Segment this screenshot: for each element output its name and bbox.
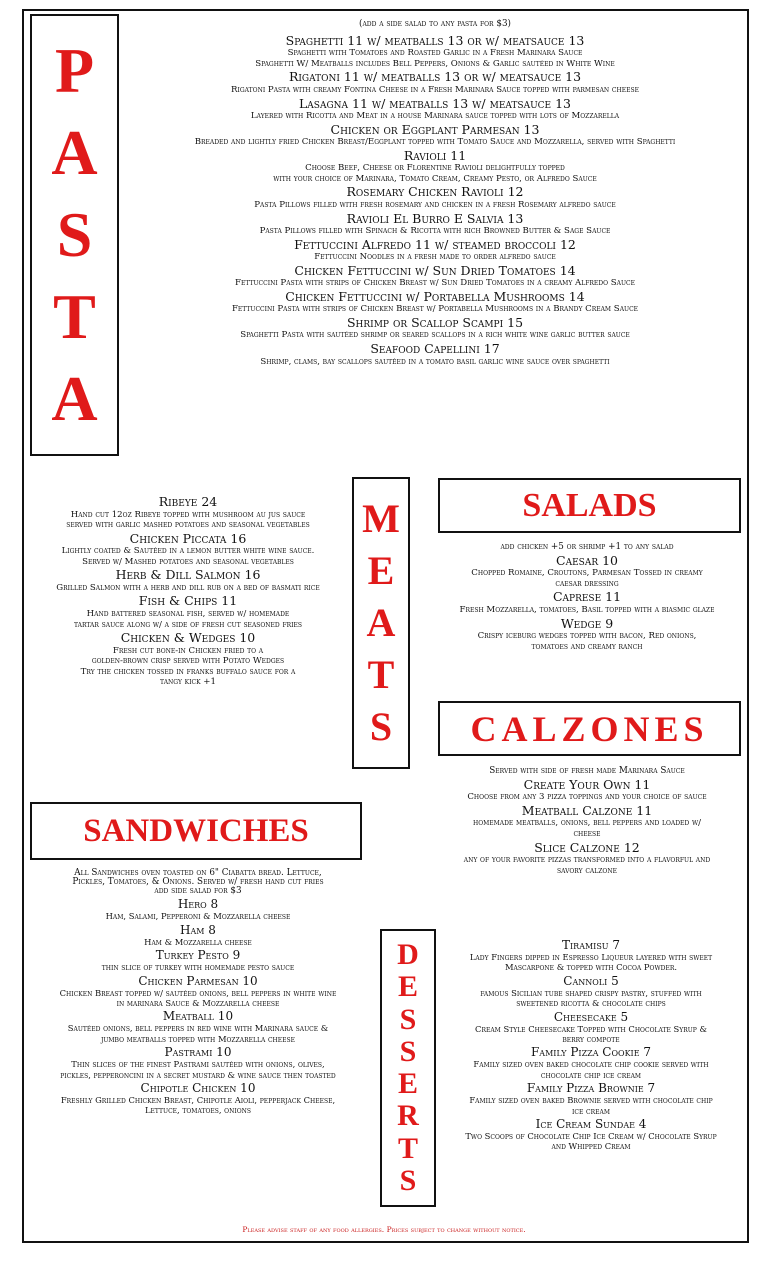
menu-item-description: any of your favorite pizzas transformed into a flavorful and xyxy=(463,855,711,866)
calzones-section xyxy=(428,767,746,875)
menu-item xyxy=(130,262,740,289)
menu-item-description: Choose from any 3 pizza toppings and your choice of sauce xyxy=(467,792,707,803)
calzones-title xyxy=(438,701,741,756)
menu-item-name: Lasagna 11 w/ meatballs 13 w/ meatsauce 13 xyxy=(298,95,571,111)
menu-item xyxy=(28,898,368,920)
menu-item-description: pickles, pepperoncini in a secret mustard & wine sauce then toasted xyxy=(60,1069,336,1080)
menu-item xyxy=(428,615,746,652)
menu-item xyxy=(32,595,344,629)
menu-item-name: Ham 8 xyxy=(180,922,216,937)
menu-item xyxy=(130,314,740,341)
menu-item-name: Ribeye 24 xyxy=(158,494,218,509)
menu-item xyxy=(32,496,344,530)
menu-item-description: Freshly Grilled Chicken Breast, Chipotle Aioli, pepperjack Cheese, xyxy=(60,1095,336,1106)
menu-item-description: Chicken Breast topped w/ sautéed onions, bell peppers in white wine xyxy=(59,987,337,998)
menu-item-description: Ham, Salami, Pepperoni & Mozzarella cheese xyxy=(105,911,291,922)
calzones-note: Served with side of fresh made Marinara Sauce xyxy=(489,766,685,776)
menu-item-description: tomatoes and creamy ranch xyxy=(531,641,643,652)
menu-item-description: Choose Beef, Cheese or Florentine Ravioli delightfully topped xyxy=(305,163,565,174)
menu-item-description: Spaghetti Pasta with sautéed shrimp or seared scallops in a rich white wine garlic butter sauce xyxy=(240,330,630,341)
menu-item-name: Chicken or Eggplant Parmesan 13 xyxy=(330,121,540,137)
salads-note: add chicken +5 or shrimp +1 to any salad xyxy=(500,542,674,552)
menu-item-description: Try the chicken tossed in franks buffalo sauce for a xyxy=(80,666,296,677)
menu-item-description: savory calzone xyxy=(557,865,617,876)
salads-title-text: SALADS xyxy=(522,486,657,524)
menu-item xyxy=(32,632,344,687)
menu-item xyxy=(28,1010,368,1043)
menu-item-name: Ravioli 11 xyxy=(403,147,467,163)
menu-item-description: Lightly coated & Sautéed in a lemon butter white wine sauce. xyxy=(61,546,315,557)
menu-item-name: Wedge 9 xyxy=(560,615,614,631)
menu-item xyxy=(130,288,740,315)
menu-item-description: ice cream xyxy=(572,1105,610,1116)
pasta-title-letter: A xyxy=(51,363,98,434)
menu-item-name: Spaghetti 11 w/ meatballs 13 or w/ meatsauce 13 xyxy=(285,32,585,48)
menu-item-description: Shrimp, clams, bay scallops sautéed in a tomato basil garlic wine sauce over spaghetti xyxy=(260,356,610,367)
menu-item-description: golden-brown crisp served with Potato Wedges xyxy=(91,656,285,667)
menu-item-description: Family sized oven baked Brownie served with chocolate chip xyxy=(469,1095,713,1106)
menu-item-name: Seafood Capellini 17 xyxy=(370,341,500,357)
menu-item-name: Hero 8 xyxy=(177,897,219,912)
menu-item-description: served with garlic mashed potatoes and seasonal vegetables xyxy=(66,520,310,531)
menu-item-description: Ham & Mozzarella cheese xyxy=(144,936,252,947)
menu-item-description: thin slice of turkey with homemade pesto sauce xyxy=(101,962,295,973)
menu-item-description: jumbo meatballs topped with Mozzarella cheese xyxy=(100,1033,296,1044)
pasta-title-letter: A xyxy=(51,117,98,188)
menu-item xyxy=(130,121,740,148)
menu-item-name: Chicken Parmesan 10 xyxy=(138,973,258,988)
menu-item xyxy=(130,343,740,366)
pasta-title-letter: T xyxy=(53,281,96,352)
menu-item-name: Family Pizza Cookie 7 xyxy=(530,1045,652,1060)
menu-item-name: Shrimp or Scallop Scampi 15 xyxy=(346,314,524,330)
menu-item xyxy=(440,1118,742,1151)
menu-item xyxy=(440,975,742,1008)
menu-item-description: Cream Style Cheesecake Topped with Chocolate Syrup & xyxy=(475,1023,707,1034)
menu-item xyxy=(130,147,740,184)
menu-item-description: Served w/ Mashed potatoes and seasonal vegetables xyxy=(82,556,294,567)
menu-item-description: with your choice of Marinara, Tomato Cream, Creamy Pesto, or Alfredo Sauce xyxy=(273,173,597,184)
menu-item xyxy=(130,210,740,237)
meats-title-letter: E xyxy=(367,548,395,593)
menu-item-name: Ice Cream Sundae 4 xyxy=(535,1117,647,1132)
menu-item-name: Create Your Own 11 xyxy=(523,776,651,792)
desserts-title-letter: E xyxy=(397,1067,418,1101)
menu-item-description: Layered with Ricotta and Meat in a house Marinara sauce topped with lots of Mozzarella xyxy=(250,111,620,122)
menu-item xyxy=(130,32,740,69)
desserts-title-letter: T xyxy=(397,1131,418,1165)
menu-item-name: Meatball Calzone 11 xyxy=(521,802,653,818)
meats-title-letter: T xyxy=(367,652,395,697)
menu-item-name: Caprese 11 xyxy=(552,589,622,605)
menu-item xyxy=(28,975,368,1008)
sandwiches-title-text: SANDWICHES xyxy=(83,812,309,849)
menu-item xyxy=(130,95,740,122)
menu-item xyxy=(428,776,746,803)
desserts-title-letter: D xyxy=(397,938,419,972)
menu-item-description: Hand battered seasonal fish, served w/ homemade xyxy=(86,608,290,619)
menu-item-name: Chicken Fettuccini w/ Sun Dried Tomatoes 14 xyxy=(294,262,576,278)
desserts-title-letter: S xyxy=(399,1163,417,1197)
footer-notice: Please advise staff of any food allergies. Prices subject to change without notice. xyxy=(242,1225,526,1234)
pasta-note: (add a side salad to any pasta for $3) xyxy=(359,19,511,29)
menu-item-description: Lady Fingers dipped in Espresso Liqueur layered with sweet xyxy=(469,952,713,962)
menu-item-description: Lettuce, tomatoes, onions xyxy=(144,1105,252,1116)
desserts-section xyxy=(440,936,742,1151)
menu-item xyxy=(428,839,746,876)
menu-item xyxy=(440,1082,742,1115)
menu-item-description: Pasta Pillows filled with fresh rosemary and chicken in a fresh Rosemary alfredo sauce xyxy=(254,199,616,210)
menu-item-name: Chicken Fettuccini w/ Portabella Mushrooms 14 xyxy=(285,288,585,304)
menu-item-description: Sautéed onions, bell peppers in red wine with Marinara sauce & xyxy=(67,1023,329,1034)
menu-item-name: Fish & Chips 11 xyxy=(138,593,238,609)
desserts-title-letter: R xyxy=(397,1099,419,1133)
sandwiches-note-line: add side salad for $3 xyxy=(154,885,242,896)
menu-item-description: Fettuccini Pasta with strips of Chicken Breast w/ Portabella Mushrooms in a Brandy Cream Sauce xyxy=(231,304,639,315)
menu-item-name: Chicken & Wedges 10 xyxy=(120,630,256,646)
menu-item-description: Rigatoni Pasta with creamy Fontina Cheese in a Fresh Marinara Sauce topped with parmesan cheese xyxy=(231,84,639,95)
menu-item-description: Two Scoops of Chocolate Chip Ice Cream w/ Chocolate Syrup xyxy=(465,1131,717,1142)
menu-item-description: Fettuccini Noodles in a fresh made to order alfredo sauce xyxy=(314,252,556,263)
menu-item xyxy=(440,939,742,972)
menu-item-name: Caesar 10 xyxy=(556,552,618,568)
sandwiches-section xyxy=(28,869,368,1115)
menu-item xyxy=(440,1046,742,1079)
menu-item-description: famous Sicilian tube shaped crispy pastry, stuffed with xyxy=(480,987,702,998)
menu-item-description: cheese xyxy=(573,828,601,839)
menu-item-description: Pasta Pillows filled with Spinach & Ricotta with rich Browned Butter & Sage Sauce xyxy=(259,226,611,237)
meats-title xyxy=(352,477,410,769)
menu-item-description: Fettuccini Pasta with strips of Chicken Breast w/ Sun Dried Tomatoes in a creamy Alfredo Sauce xyxy=(235,278,635,289)
menu-item xyxy=(28,1046,368,1079)
menu-item-description: berry compote xyxy=(562,1034,620,1045)
menu-item-description: tangy kick +1 xyxy=(160,677,216,688)
menu-item-name: Chipotle Chicken 10 xyxy=(140,1081,256,1096)
salads-title xyxy=(438,478,741,533)
menu-item-name: Meatball 10 xyxy=(162,1009,234,1024)
meats-title-letter: S xyxy=(369,704,393,749)
pasta-section xyxy=(130,20,740,366)
sandwiches-note-line: All Sandwiches oven toasted on 6" Ciabatta bread. Lettuce, xyxy=(74,868,322,878)
calzones-title-text: CALZONES xyxy=(470,708,709,749)
menu-item-name: Rigatoni 11 w/ meatballs 13 or w/ meatsauce 13 xyxy=(288,69,582,85)
pasta-title-letter: S xyxy=(56,199,93,270)
menu-item-description: Spaghetti with Tomatoes and Roasted Garlic in a Fresh Marinara Sauce xyxy=(287,48,583,59)
menu-item-description: Hand cut 12oz Ribeye topped with mushroom au jus sauce xyxy=(70,509,306,520)
menu-item-description: Family sized oven baked chocolate chip cookie served with xyxy=(473,1059,709,1070)
menu-item-name: Pastrami 10 xyxy=(164,1045,232,1060)
menu-item-name: Fettuccini Alfredo 11 w/ steamed broccoli 12 xyxy=(294,236,576,252)
menu-item xyxy=(440,1011,742,1044)
menu-item-description: Spaghetti W/ Meatballs includes Bell Peppers, Onions & Garlic sautéed in White Wine xyxy=(255,58,615,69)
menu-item-description: tartar sauce along w/ a side of fresh cut seasoned fries xyxy=(73,619,303,630)
menu-item-name: Turkey Pesto 9 xyxy=(155,948,241,963)
pasta-title-letter: P xyxy=(54,35,95,106)
menu-item xyxy=(32,530,344,567)
menu-item-description: Grilled Salmon with a herb and dill rub on a bed of basmati rice xyxy=(56,582,320,593)
desserts-title-letter: S xyxy=(399,1034,417,1068)
sandwiches-title xyxy=(30,802,362,860)
menu-item xyxy=(28,924,368,946)
menu-item-name: Tiramisu 7 xyxy=(562,938,620,952)
menu-item xyxy=(130,236,740,263)
menu-item-description: Thin slices of the finest Pastrami sautéed with onions, olives, xyxy=(71,1059,325,1070)
pasta-title xyxy=(30,14,119,456)
menu-item-name: Ravioli El Burro E Salvia 13 xyxy=(346,210,524,226)
menu-item-description: homemade meatballs, onions, bell peppers and loaded w/ xyxy=(472,818,702,829)
menu-item-description: Mascarpone & topped with Cocoa Powder. xyxy=(504,962,678,973)
menu-item xyxy=(428,802,746,839)
menu-item-description: Fresh cut bone-in Chicken fried to a xyxy=(112,645,264,656)
menu-item-description: caesar dressing xyxy=(555,578,619,589)
meats-title-letter: M xyxy=(362,496,400,541)
desserts-title-letter: E xyxy=(397,970,418,1004)
desserts-title-letter: S xyxy=(399,1002,417,1036)
menu-item-name: Family Pizza Brownie 7 xyxy=(526,1081,656,1096)
menu-item-description: chocolate chip ice cream xyxy=(540,1069,642,1080)
menu-item-description: Breaded and lightly fried Chicken Breast/Eggplant topped with Tomato Sauce and Mozzarella, served with Spaghetti xyxy=(194,137,676,148)
menu-item-description: and Whipped Cream xyxy=(551,1141,631,1152)
menu-item-name: Chicken Piccata 16 xyxy=(129,530,247,546)
menu-item-name: Cheesecake 5 xyxy=(553,1009,629,1024)
menu-item-name: Cannoli 5 xyxy=(563,973,619,988)
menu-item xyxy=(428,591,746,614)
menu-item xyxy=(130,71,740,94)
menu-item-description: Fresh Mozzarella, tomatoes, Basil topped with a biasmic glaze xyxy=(459,604,715,615)
desserts-title xyxy=(380,929,436,1207)
meats-section xyxy=(32,493,344,687)
menu-item xyxy=(28,949,368,971)
menu-item-description: Crispy iceburg wedges topped with bacon, Red onions, xyxy=(477,631,697,642)
menu-item xyxy=(130,186,740,209)
menu-item-description: sweetened ricotta & chocolate chips xyxy=(516,998,666,1009)
salads-section xyxy=(428,543,746,651)
meats-title-letter: A xyxy=(366,600,396,645)
menu-item-name: Slice Calzone 12 xyxy=(534,839,640,855)
menu-item xyxy=(428,552,746,589)
menu-item xyxy=(32,569,344,592)
menu-item-description: Chopped Romaine, Croutons, Parmesan Tossed in creamy xyxy=(471,568,703,579)
menu-item-name: Herb & Dill Salmon 16 xyxy=(115,567,261,583)
menu-item-name: Rosemary Chicken Ravioli 12 xyxy=(346,184,524,200)
menu-item xyxy=(28,1082,368,1115)
sandwiches-note-line: Pickles, Tomatoes, & Onions. Served w/ fresh hand cut fries xyxy=(72,876,324,887)
menu-item-description: in marinara Sauce & Mozzarella cheese xyxy=(116,998,280,1009)
